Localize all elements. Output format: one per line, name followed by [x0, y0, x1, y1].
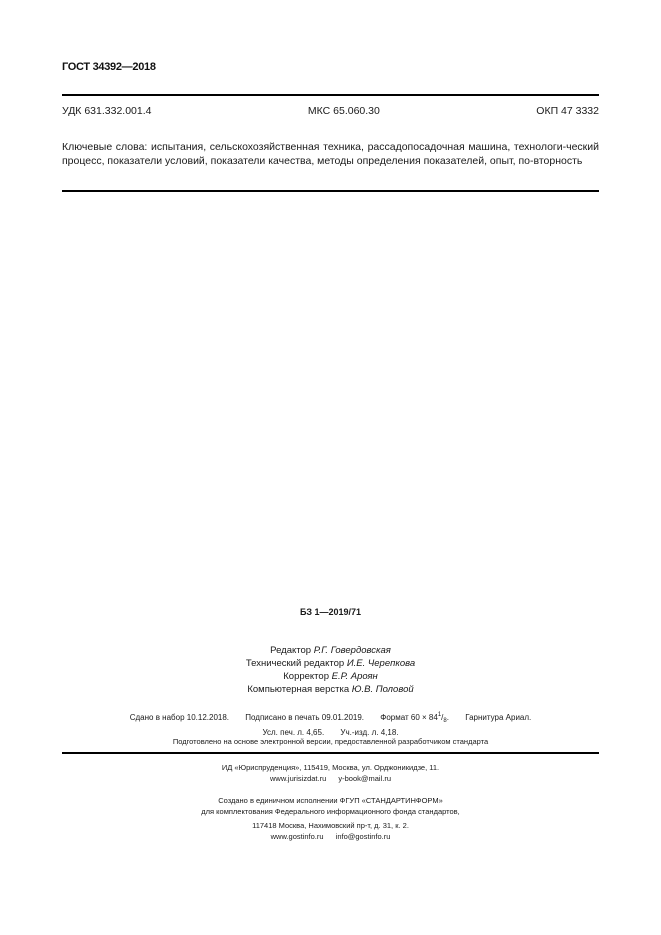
creator-website-link[interactable]: www.gostinfo.ru — [270, 832, 324, 841]
staff-credits — [0, 644, 661, 696]
publisher-contacts — [0, 773, 661, 784]
document-code: ГОСТ 34392—2018 — [62, 61, 156, 73]
publisher-info — [0, 762, 661, 784]
publisher-website-link[interactable]: www.jurisizdat.ru — [270, 774, 327, 783]
staff-corrector: Корректор Е.Р. Ароян — [283, 671, 378, 682]
creator-address: 117418 Москва, Нахимовский пр-т, д. 31, к. 2. www.gostinfo.ru info@gostinfo.ru — [0, 820, 661, 842]
bz-number: БЗ 1—2019/71 — [299, 607, 362, 617]
prepared-note: Подготовлено на основе электронной версии, предоставленной разработчиком стандарта — [172, 737, 489, 746]
creator-email-link[interactable]: info@gostinfo.ru — [335, 832, 391, 841]
print-info — [0, 709, 661, 739]
creator-contacts — [0, 831, 661, 842]
print-line-1: Сдано в набор 10.12.2018. Подписано в печать 09.01.2019. Формат $60 \times 84^1/_8$. Гарнитура Ариал. — [129, 712, 532, 724]
print-line-2: Усл. печ. л. 4,65. Уч.-изд. л. 4,18. — [262, 728, 399, 737]
staff-editor: Редактор Р.Г. Говердовская — [270, 645, 391, 656]
keywords-rule — [62, 190, 599, 192]
staff-layout: Компьютерная верстка Ю.В. Половой — [247, 684, 414, 695]
keywords: Ключевые слова: испытания, сельскохозяйственная техника, рассадопосадочная машина, технологи-ческий процесс, показатели условий, показатели качества, методы определения показателей, опыт, по-вторность — [62, 141, 599, 167]
staff-tech-editor: Технический редактор И.Е. Черепкова — [245, 658, 416, 669]
publisher-email-link[interactable]: y-book@mail.ru — [338, 774, 391, 783]
classification-codes — [62, 105, 599, 117]
top-rule — [62, 94, 599, 96]
bottom-rule — [62, 752, 599, 754]
udk-code: УДК 631.332.001.4 — [62, 105, 152, 117]
mks-code: МКС 65.060.30 — [307, 105, 380, 117]
publisher-address: ИД «Юриспруденция», 115419, Москва, ул. Орджоникидзе, 11. — [221, 763, 440, 772]
creator-info: Создано в единичном исполнении ФГУП «СТАНДАРТИНФОРМ» для комплектования Федерального информационного фонда стандартов, — [201, 796, 460, 816]
okp-code: ОКП 47 3332 — [536, 105, 599, 117]
